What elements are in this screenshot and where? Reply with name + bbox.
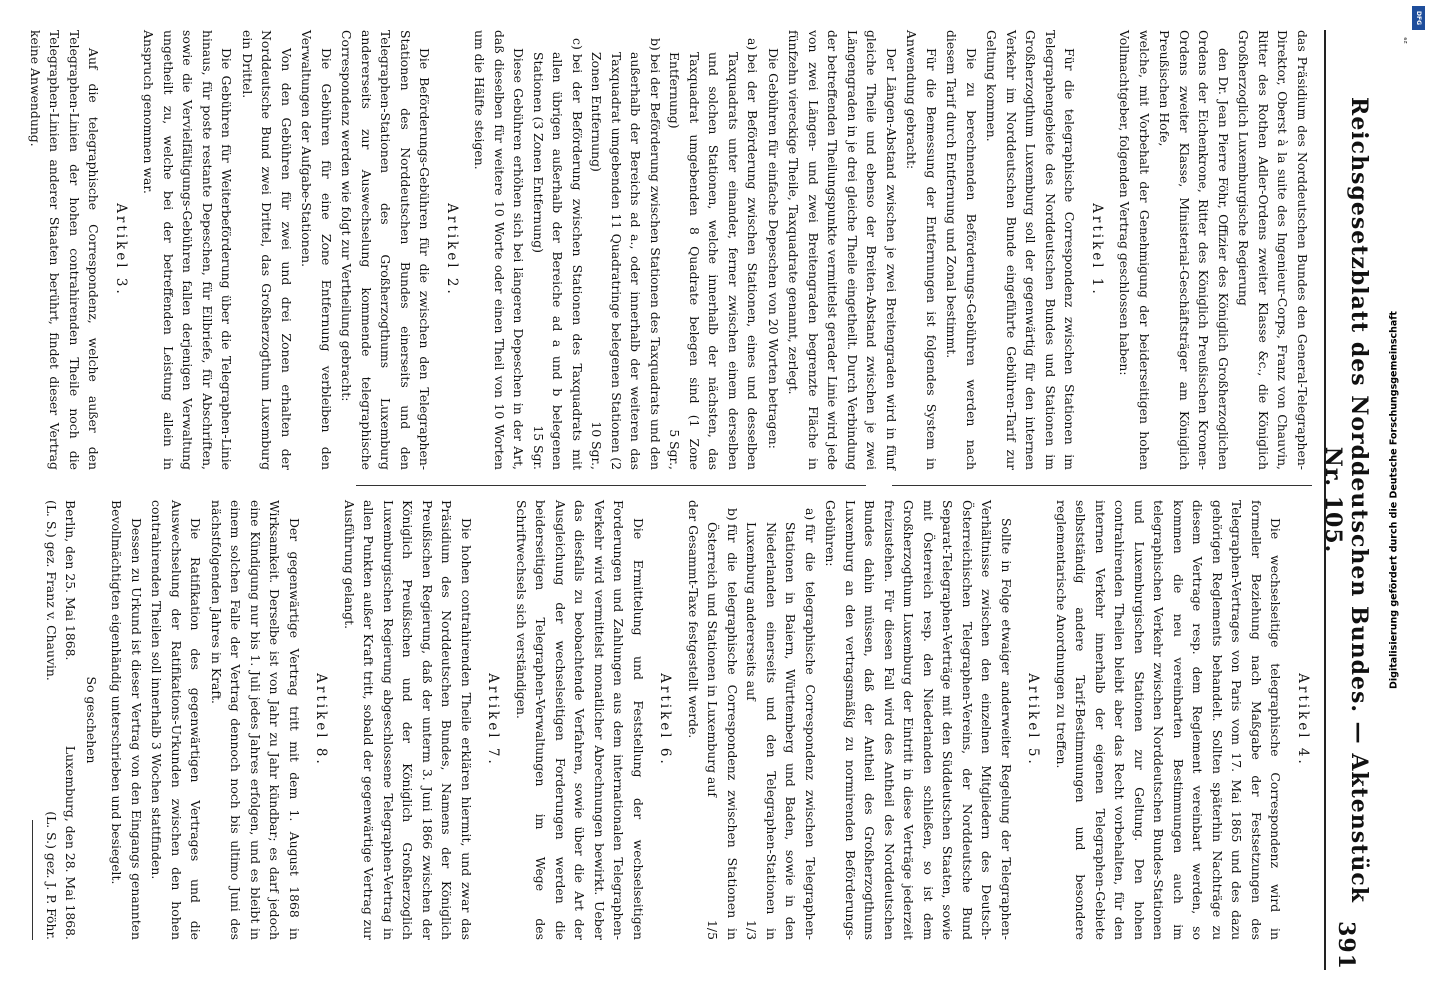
list-item (587, 30, 665, 470)
paragraph: Dessen zu Urkund ist dieser Vertrag von den Eingangs genannten Bevollmächtigten eigenhändig unterschrieben und besiegelt. (109, 500, 144, 940)
tariff-value: 10 Sgr., (589, 421, 605, 470)
intro-paragraph: den Dr. Jean Pierre Föhr, Offizier des Königlich Großherzoglichen Ordens der Eichenkrone, Ritter des Königlich Preußischen Kronen-Ordens zweiter Klasse, Ministerial-Geschäftsträger am Königlich Preußischen Hofe, (1157, 30, 1231, 470)
list-marker: b) (648, 38, 663, 51)
right-column (33, 500, 1313, 940)
paragraph: Auf die telegraphische Correspondenz, welche außer den Telegraphen-Linien der hohen contrahirenden Theile noch die Telegraphen-Linien anderer Staaten berührt, findet dieser Vertrag keine Anwendung. (28, 30, 102, 470)
list-marker: c) (570, 38, 585, 50)
paragraph: Die Gebühren für Weiterbeförderung über die Telegraphen-Linie hinaus, für poste restante Depeschen, für Eilbriefe, für Abschriften, sowie die Vervielfältigungs-Gebühren fallen derjenigen Verwaltung ungetheilt zu, welche bei der betreffenden Leistung allein in Anspruch genommen war. (141, 30, 235, 470)
list-marker: a) (803, 508, 818, 521)
share-value: 1/5 (705, 920, 721, 940)
list-marker: b) (725, 508, 740, 521)
article-6-heading: Artikel 6. (657, 673, 674, 767)
paragraph: Die Ermittelung und Feststellung der wechselseitigen Forderungen und Zahlungen aus dem internationalen Telegraphen-Verkehr wird vermittelst monatlicher Abrechnungen bewirkt. Ueber das diesfalls zu beobachtende Verfahren, sowie über die Art der Ausgleichung der wechselseitigen Forderungen werden die beiderseitigen Telegraphen-Verwaltungen im Wege des Schriftwechsels sich verständigen. (514, 500, 646, 940)
list-item (703, 500, 742, 940)
digitization-note: Digitalisierung gefördert durch die Deutsche Forschungsgemeinschaft (1388, 311, 1400, 689)
list-item (665, 30, 763, 470)
list-text: bei der Beförderung zwischen Stationen des Taxquadrats mit allen übrigen außerhalb der Bereiche ad a und b belegenen Stationen (3 Zonen Entfernung) (531, 52, 585, 470)
list-text: bei der Beförderung zwischen Stationen, eines und desselben Taxquadrats unter einander, ferner zwischen einem derselben und solchen Stationen, welche innerhalb der nächsten, das Taxquadrat umgebenden 8 Quadrate belegen sind (1 Zone Entfernung) (667, 52, 761, 470)
signature-block (33, 500, 102, 940)
place-date-luxemburg: Luxemburg, den 28. Mai 1868. (63, 745, 79, 940)
edge-mark: ²⁹ (1402, 37, 1412, 44)
paragraph: Der gegenwärtige Vertrag tritt mit dem 1. August 1868 in Wirksamkeit. Derselbe ist von Jahr zu Jahr kündbar; es darf jedoch eine Kündigung nur bis 1. Juli jedes Jahres erfolgen, und es bleibt in einem solchen Falle der Vertrag dennoch noch bis ultimo Juni des nächstfolgenden Jahres in Kraft. (209, 500, 302, 940)
paragraph: Von den Gebühren für zwei und drei Zonen erhalten der Norddeutsche Bund zwei Drittel, das Großherzogthum Luxemburg ein Drittel. (240, 30, 294, 470)
article-7-heading: Artikel 7. (485, 673, 502, 767)
article-4-heading: Artikel 4. (1295, 673, 1311, 767)
paragraph: Der Längen-Abstand zwischen je zwei Breitengraden wird in fünf gleiche Theile und ebenso der Breiten-Abstand zwischen je zwei Längengraden in je drei gleiche Theile eingetheilt. Durch Verbindung der betreffenden Theilungspunkte vermittelst gerader Linie wird jede von zwei Längen- und zwei Breitengraden begrenzte Fläche in fünfzehn viereckige Theile, Taxquadrate genannt, zerlegt. (786, 30, 899, 470)
paragraph: Die Gebühren für einfache Depeschen von 20 Worten betragen: (766, 48, 781, 449)
place-date-berlin: Berlin, den 25. Mai 1868. (63, 500, 79, 661)
paragraph: Die Ratifikation des gegenwärtigen Vertrages und die Auswechselung der Ratifikations-Urkunden zwischen den hohen contrahirenden Theilen soll innerhalb 3 Wochen stattfinden. (149, 500, 204, 940)
paragraph: Diese Gebühren erhöhen sich bei längeren Depeschen in der Art, daß dieselben für weitere 10 Worte oder einen Theil von 10 Worten um die Hälfte steigen. (472, 30, 527, 470)
list-item (742, 500, 820, 940)
intro-paragraph: welche, mit Vorbehalt der Genehmigung der beiderseitigen hohen Vollmachtgeber, folgenden Vertrag geschlossen haben: (1117, 30, 1152, 470)
paragraph: Die wechselseitige telegraphische Correspondenz wird in formeller Beziehung nach Maßgabe der Festsetzungen des Telegraphen-Vertrages von Paris vom 17. Mai 1865 und des dazu gehörigen Reglements behandelt. Sollten späterhin Nachträge zu diesem Vertrage resp. dem Reglement vereinbart werden, so kommen die neu vereinbarten Bestimmungen auch im telegraphischen Verkehr zwischen Norddeutschen Bundes-Stationen und Luxemburgischen Stationen zur Geltung. Den hohen contrahirenden Theilen bleibt aber das Recht vorbehalten, für den internen Verkehr innerhalb der eigenen Telegraphen-Gebiete selbstständig andere Tarif-Bestimmungen und besondere reglementarische Anordnungen zu treffen. (1054, 500, 1284, 940)
article-1-heading: Artikel 1. (1089, 203, 1105, 297)
list-text: für die telegraphische Correspondenz zwischen Stationen in Österreich und Stationen in Luxemburg auf (705, 522, 740, 940)
paragraph: Für die telegraphische Correspondenz zwischen Stationen im Telegraphengebiete des Norddeutschen Bundes und Stationen im Großherzogthum Luxemburg soll der gegenwärtig für den internen Verkehr im Norddeutschen Bunde eingeführte Gebühren-Tarif zur Geltung kommen. (984, 30, 1078, 470)
dfg-logo-icon: DFG (1412, 6, 1425, 30)
signature-foehr: (L. S.) gez. J. P. Föhr. (44, 811, 59, 940)
paragraph: Die zu berechnenden Beförderungs-Gebühren werden nach diesem Tarif durch Entfernung und Zonal bestimmt. (944, 30, 979, 470)
list-text: für die telegraphische Correspondenz zwischen Telegraphen-Stationen in Baiern, Württemberg und Baden, sowie in den Niederlanden einerseits und den Telegraphen-Stationen in Luxemburg andererseits auf (744, 522, 818, 940)
intro-paragraph: das Präsidium des Norddeutschen Bundes den General-Telegraphen-Direktor, Oberst à la suite des Ingenieur-Corps, Franz von Chauvin, Ritter des Rothen Adler-Ordens zweiter Klasse &c., die Königlich Großherzoglich Luxemburgische Regierung (1236, 30, 1310, 470)
share-value: 1/3 (744, 920, 760, 940)
closing-rule (33, 820, 34, 940)
paragraph: der Gesammt-Taxe festgestellt werde. (686, 500, 701, 739)
list-marker: a) (745, 38, 761, 51)
closing-formula: So geschehen (84, 676, 99, 764)
page-number: 391 (1333, 921, 1359, 970)
left-column (25, 30, 1313, 470)
page-title: Reichsgesetzblatt des Norddeutschen Bundes. — Aktenstück Nr. 105. (1320, 97, 1372, 903)
list-text: bei der Beförderung zwischen Stationen des Taxquadrats und den außerhalb der Bereichs ad a., oder innerhalb der weiteren das Taxquadrat umgebenden 11 Quadratringe belegenen Stationen (2 Zonen Entfernung) (589, 52, 663, 470)
column-divider (356, 485, 866, 486)
paragraph: Die hohen contrahirenden Theile erklären hiermit, und zwar das Präsidium des Norddeutschen Bundes, Namens der Königlich Preußischen Regierung, daß der unterm 3. Juni 1866 zwischen der Königlich Preußischen und der Königlich Großherzoglich Luxemburgischen Regierung abgeschlossene Telegraphen-Vertrag in allen Punkten außer Kraft tritt, sobald der gegenwärtige Vertrag zur Ausführung gelangt. (342, 500, 474, 940)
paragraph: Sollte in Folge etwaiger anderweiter Regelung der Telegraphen-Verhältnisse zwischen den einzelnen Mitgliedern des Deutsch-Österreichischen Telegraphen-Vereins, der Norddeutsche Bund Separat-Telegraphen-Verträge mit den Süddeutschen Staaten, sowie mit Österreich resp. den Niederlanden schließen, so ist dem Großherzogthum Luxemburg der Eintritt in diese Verträge jederzeit freizustehen. Für diesen Fall wird des Antheil des Norddeutschen Bundes dahin müssen, daß der Antheil des Großherzogthums Luxemburg an den vertragsmäßig zu normirenden Beförderungs-Gebühren: (823, 500, 1014, 940)
tariff-value: 15 Sgr. (531, 425, 546, 470)
page-header (1320, 30, 1372, 970)
article-5-heading: Artikel 5. (1025, 673, 1042, 767)
article-3-heading: Artikel 3. (113, 203, 129, 297)
article-8-heading: Artikel 8. (313, 673, 330, 767)
paragraph: Für die Bemessung der Entfernungen ist folgendes System in Anwendung gebracht: (904, 30, 939, 470)
signature-chauvin: (L. S.) gez. Franz v. Chauvin. (44, 500, 59, 681)
tariff-value: 5 Sgr., (667, 429, 683, 470)
paragraph: Die Beförderungs-Gebühren für die zwischen den Telegraphen-Stationen des Norddeutschen Bundes einerseits und den Telegraphen-Stationen des Großherzogthums Luxemburg andererseits zur Auswechselung kommende telegraphische Correspondenz werden wie folgt zur Vertheilung gebracht: (339, 30, 433, 470)
paragraph: Die Gebühren für eine Zone Entfernung verbleiben den Verwaltungen der Aufgabe-Stationen. (299, 30, 334, 470)
article-2-heading: Artikel 2. (444, 203, 460, 297)
column-divider-top (892, 485, 1312, 486)
document-page (28, 30, 1372, 970)
list-item (529, 30, 588, 470)
